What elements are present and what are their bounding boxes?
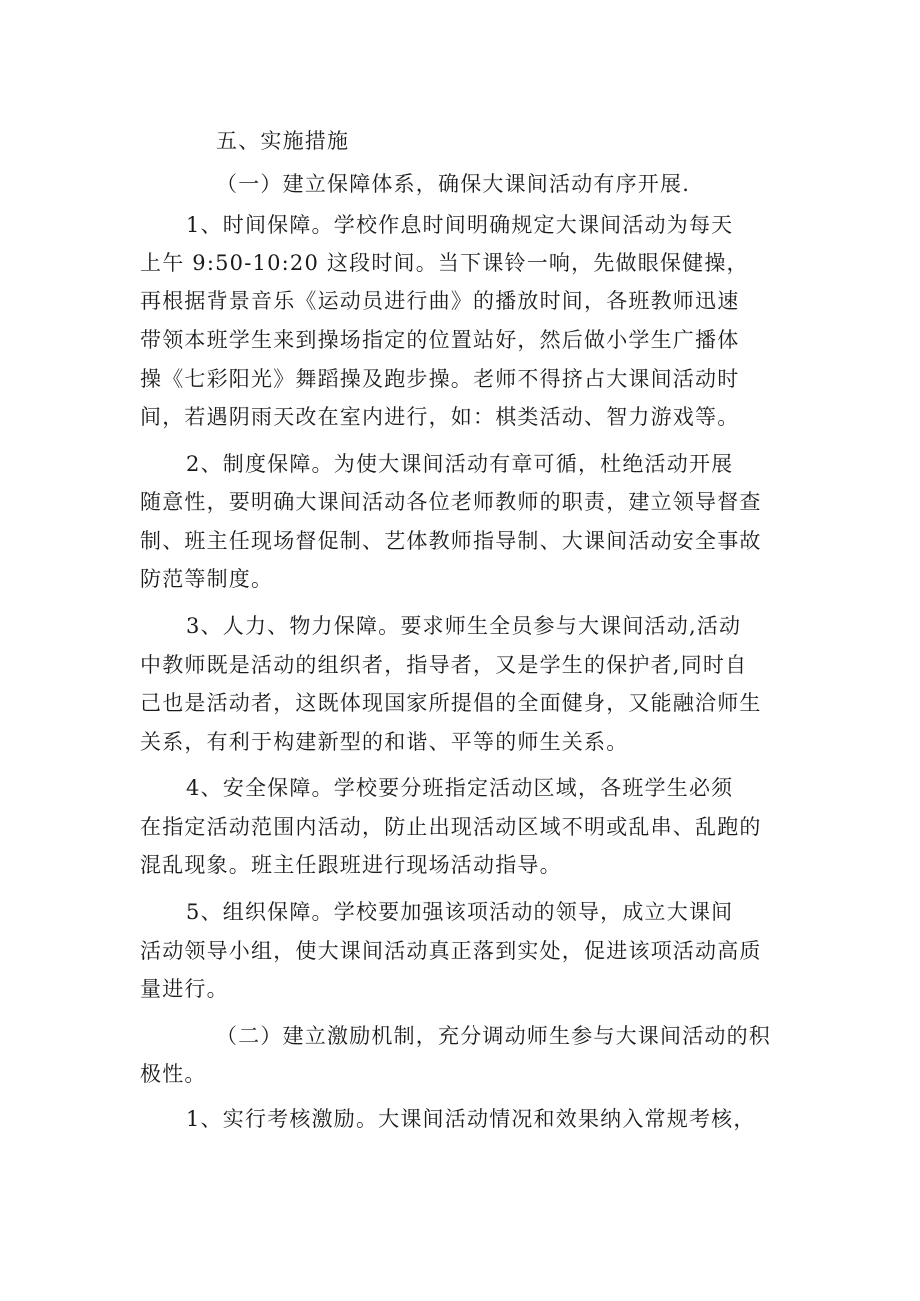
paragraph-line: 防范等制度。 xyxy=(140,567,274,591)
paragraph-line: 制、班主任现场督促制、艺体教师指导制、大课间活动安全事故 xyxy=(140,529,762,553)
paragraph-line: 1、实行考核激励。大课间活动情况和效果纳入常规考核， xyxy=(186,1107,756,1131)
subsection-heading: （二）建立激励机制，充分调动师生参与大课间活动的积 xyxy=(216,1024,771,1048)
paragraph-line: 4、安全保障。学校要分班指定活动区域，各班学生必须 xyxy=(186,776,734,800)
subsection-heading: （一）建立保障体系，确保大课间活动有序开展. xyxy=(216,172,691,196)
paragraph-line: 操《七彩阳光》舞蹈操及跑步操。老师不得挤占大课间活动时 xyxy=(140,367,740,391)
paragraph-line: 极性。 xyxy=(140,1062,207,1086)
paragraph-line: 混乱现象。班主任跟班进行现场活动指导。 xyxy=(140,853,562,877)
section-heading: 五、实施措施 xyxy=(216,129,350,153)
paragraph-line: 随意性，要明确大课间活动各位老师教师的职责，建立领导督查 xyxy=(140,490,762,514)
paragraph-line: 2、制度保障。为使大课间活动有章可循，杜绝活动开展 xyxy=(186,452,734,476)
paragraph-line: 中教师既是活动的组织者，指导者，又是学生的保护者,同时自 xyxy=(140,653,748,677)
paragraph-line: 间，若遇阴雨天改在室内进行，如：棋类活动、智力游戏等。 xyxy=(140,405,740,429)
paragraph-line: 3、人力、物力保障。要求师生全员参与大课间活动,活动 xyxy=(186,614,742,638)
paragraph-line: 在指定活动范围内活动，防止出现活动区域不明或乱串、乱跑的 xyxy=(140,815,762,839)
paragraph-line: 上午 9:50-10:20 这段时间。当下课铃一响，先做眼保健操， xyxy=(140,251,749,275)
paragraph-line: 量进行。 xyxy=(140,977,229,1001)
paragraph-line: 活动领导小组，使大课间活动真正落到实处，促进该项活动高质 xyxy=(140,939,762,963)
paragraph-line: 关系，有利于构建新型的和谐、平等的师生关系。 xyxy=(140,730,629,754)
paragraph-line: 5、组织保障。学校要加强该项活动的领导，成立大课间 xyxy=(186,900,734,924)
paragraph-line: 己也是活动者，这既体现国家所提倡的全面健身，又能融洽师生 xyxy=(140,691,762,715)
paragraph-line: 再根据背景音乐《运动员进行曲》的播放时间，各班教师迅速 xyxy=(140,289,740,313)
paragraph-line: 1、时间保障。学校作息时间明确规定大课间活动为每天 xyxy=(186,213,734,237)
paragraph-line: 带领本班学生来到操场指定的位置站好，然后做小学生广播体 xyxy=(140,328,740,352)
